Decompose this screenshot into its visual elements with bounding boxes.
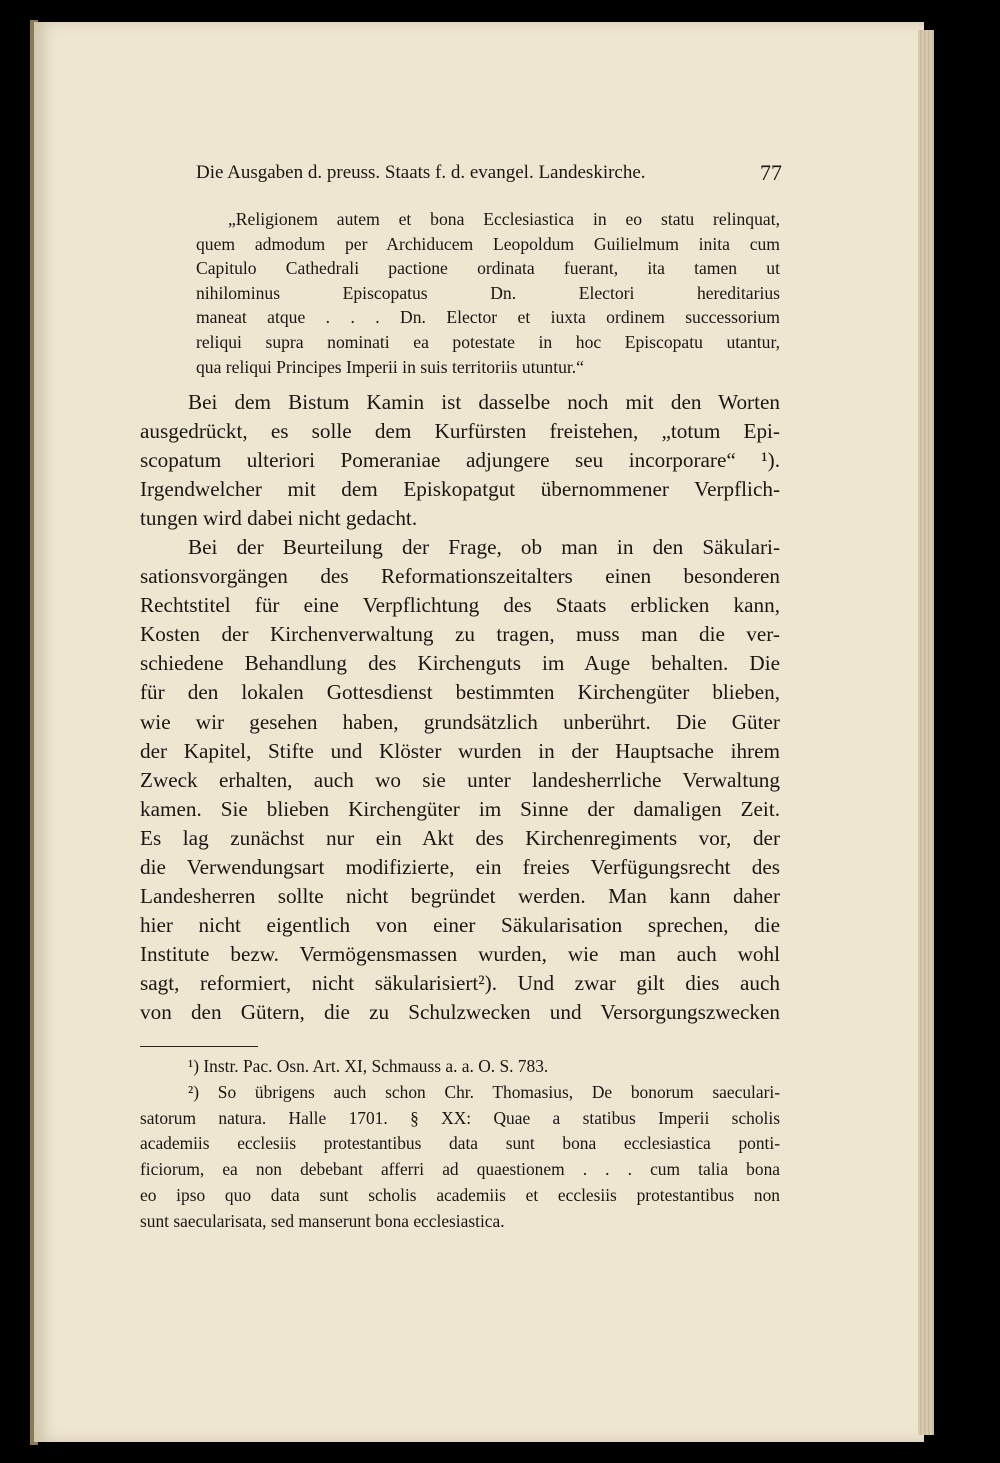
quote-line: quem admodum per Archiducem Leopoldum Guilielmum inita cum: [196, 233, 780, 254]
footnote-line: satorum natura. Halle 1701. § XX: Quae a statibus Imperii scholis: [140, 1107, 780, 1128]
body-line: kamen. Sie blieben Kirchengüter im Sinne der damaligen Zeit.: [140, 796, 780, 821]
quote-line: Capitulo Cathedrali pactione ordinata fuerant, ita tamen ut: [196, 258, 780, 279]
body-text: [140, 388, 780, 1027]
quote-line: maneat atque . . . Dn. Elector et iuxta ordinem successorium: [196, 307, 780, 328]
page-edges: [918, 30, 934, 1435]
body-line: die Verwendungsart modifizierte, ein freies Verfügungsrecht des: [140, 854, 780, 879]
body-line: scopatum ulteriori Pomeraniae adjungere seu incorporare“ ¹).: [140, 448, 780, 473]
quote-line: qua reliqui Principes Imperii in suis territoriis utuntur.“: [196, 356, 584, 377]
footnote-line: academiis ecclesiis protestantibus data sunt bona ecclesiastica ponti-: [140, 1133, 780, 1154]
footnote-line: sunt saecularisata, sed manserunt bona ecclesiastica.: [140, 1210, 505, 1231]
footnote-line: ¹) Instr. Pac. Osn. Art. XI, Schmauss a. a. O. S. 783.: [188, 1056, 549, 1076]
body-line: für den lokalen Gottesdienst bestimmten Kirchengüter blieben,: [140, 680, 780, 705]
body-line: Kosten der Kirchenverwaltung zu tragen, muss man die ver-: [140, 622, 780, 647]
quote-line: „Religionem autem et bona Ecclesiastica in eo statu relinquat,: [228, 209, 780, 229]
footnote-line: ²) So übrigens auch schon Chr. Thomasius, De bonorum saeculari-: [188, 1081, 780, 1102]
footnotes: [140, 1054, 780, 1235]
quote-line: reliqui supra nominati ea potestate in hoc Episcopatu utantur,: [196, 331, 780, 352]
body-line: von den Gütern, die zu Schulzwecken und Versorgungszwecken: [140, 999, 780, 1024]
body-line: Es lag zunächst nur ein Akt des Kirchenregiments vor, der: [140, 825, 780, 850]
body-line: Irgendwelcher mit dem Episkopatgut übernommener Verpflich-: [140, 477, 780, 502]
running-header: [140, 162, 780, 190]
footnote-line: ficiorum, ea non debebant afferri ad quaestionem . . . cum talia bona: [140, 1159, 780, 1180]
page-number: 77: [760, 160, 782, 185]
body-line: Institute bezw. Vermögensmassen wurden, wie man auch wohl: [140, 941, 780, 966]
body-line: sagt, reformiert, nicht säkularisiert²). Und zwar gilt dies auch: [140, 970, 780, 995]
body-line: schiedene Behandlung des Kirchenguts im Auge behalten. Die: [140, 651, 780, 676]
body-line: der Kapitel, Stifte und Klöster wurden in der Hauptsache ihrem: [140, 738, 780, 763]
quote-line: nihilominus Episcopatus Dn. Electori hereditarius: [196, 282, 780, 303]
body-line: hier nicht eigentlich von einer Säkularisation sprechen, die: [140, 912, 780, 937]
body-line: sationsvorgängen des Reformationszeitalters einen besonderen: [140, 564, 780, 589]
body-line: Landesherren sollte nicht begründet werden. Man kann daher: [140, 883, 780, 908]
body-line: ausgedrückt, es solle dem Kurfürsten freistehen, „totum Epi-: [140, 419, 780, 444]
footnote-line: eo ipso quo data sunt scholis academiis et ecclesiis protestantibus non: [140, 1184, 780, 1205]
running-header-title: Die Ausgaben d. preuss. Staats f. d. evangel. Landeskirche.: [196, 162, 646, 183]
body-line: Bei der Beurteilung der Frage, ob man in den Säkulari-: [188, 535, 780, 560]
footnote-separator: [140, 1046, 258, 1047]
latin-quotation: [196, 207, 780, 379]
body-line: Zweck erhalten, auch wo sie unter landesherrliche Verwaltung: [140, 767, 780, 792]
body-line: wie wir gesehen haben, grundsätzlich unberührt. Die Güter: [140, 709, 780, 734]
body-line: Rechtstitel für eine Verpflichtung des Staats erblicken kann,: [140, 593, 780, 618]
body-line: tungen wird dabei nicht gedacht.: [140, 506, 418, 531]
body-line: Bei dem Bistum Kamin ist dasselbe noch mit den Worten: [188, 390, 780, 414]
